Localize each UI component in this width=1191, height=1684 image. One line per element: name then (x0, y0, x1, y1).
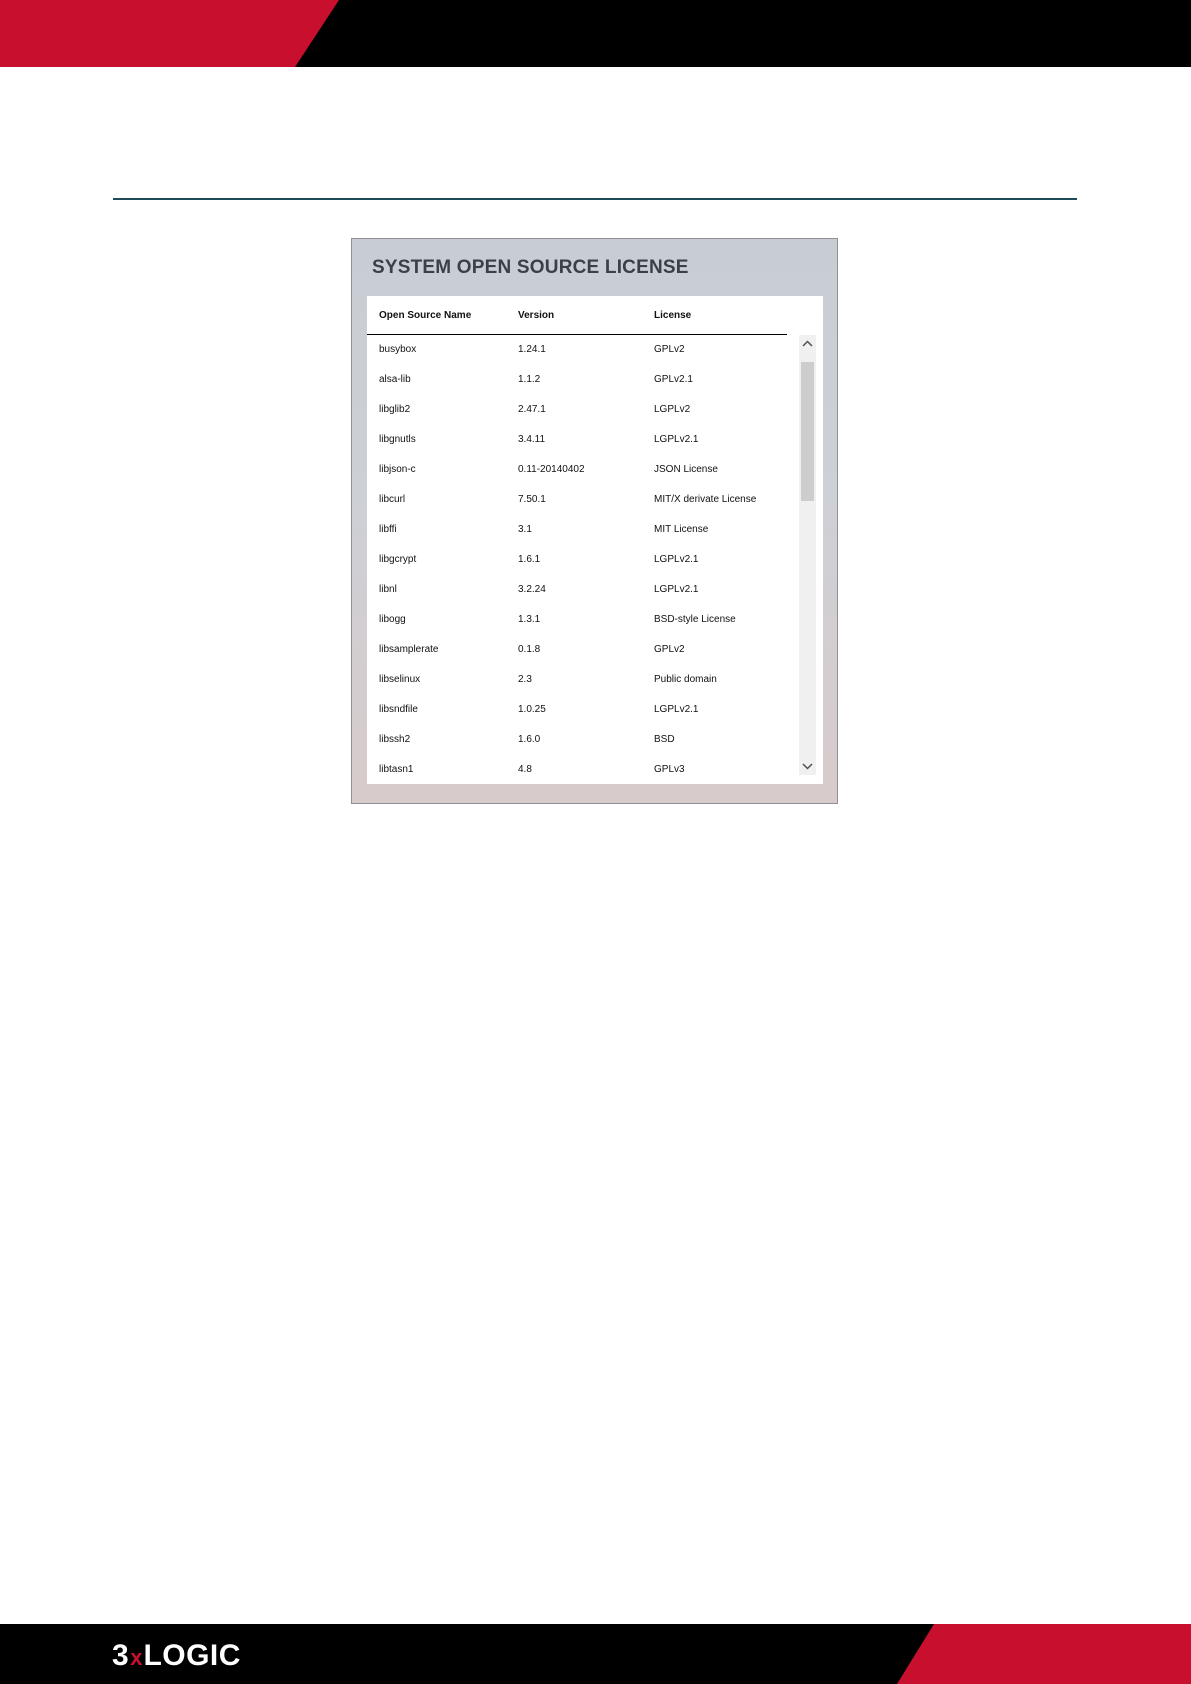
row-name: libgcrypt (379, 554, 417, 565)
row-version: 2.3 (518, 674, 532, 685)
row-version: 1.24.1 (518, 344, 546, 355)
row-license: BSD (654, 734, 675, 745)
row-name: libogg (379, 614, 406, 625)
table-row (367, 425, 787, 455)
row-name: libnl (379, 584, 397, 595)
row-name: libsndfile (379, 704, 418, 715)
row-version: 3.4.11 (518, 434, 546, 445)
row-version: 3.1 (518, 524, 532, 535)
row-version: 1.3.1 (518, 614, 541, 625)
row-name: alsa-lib (379, 374, 411, 385)
logo-word: LOGIC (143, 1639, 241, 1672)
row-version: 0.1.8 (518, 644, 541, 655)
row-license: GPLv2 (654, 644, 685, 655)
row-license: LGPLv2.1 (654, 434, 699, 445)
row-name: libgnutls (379, 434, 416, 445)
row-license: GPLv2 (654, 344, 685, 355)
row-license: LGPLv2.1 (654, 584, 699, 595)
dialog-title: SYSTEM OPEN SOURCE LICENSE (372, 257, 689, 278)
header-red-accent (0, 0, 1191, 67)
license-table-panel (367, 296, 823, 784)
row-license: LGPLv2 (654, 404, 691, 415)
row-name: busybox (379, 344, 417, 355)
logo-digit: 3 (112, 1639, 130, 1672)
row-license: MIT/X derivate License (654, 494, 757, 505)
row-version: 1.0.25 (518, 704, 546, 715)
row-name: libssh2 (379, 734, 411, 745)
table-row (367, 455, 787, 485)
table-header (367, 296, 787, 335)
license-dialog (351, 238, 838, 804)
row-license: LGPLv2.1 (654, 554, 699, 565)
vertical-scrollbar[interactable] (799, 335, 816, 775)
row-license: MIT License (654, 524, 709, 535)
license-table-body (367, 335, 787, 784)
row-license: JSON License (654, 464, 718, 475)
row-license: Public domain (654, 674, 717, 685)
column-header-name: Open Source Name (379, 310, 472, 321)
scroll-thumb[interactable] (801, 362, 814, 501)
row-name: libcurl (379, 494, 406, 505)
row-name: libtasn1 (379, 764, 414, 775)
table-row (367, 395, 787, 425)
table-row (367, 635, 787, 665)
header-band (0, 0, 1191, 67)
scroll-up-button[interactable] (799, 335, 816, 352)
table-row (367, 695, 787, 725)
table-row (367, 725, 787, 755)
row-version: 1.1.2 (518, 374, 541, 385)
table-row (367, 575, 787, 605)
chevron-up-icon (802, 340, 813, 347)
page-divider (113, 198, 1077, 200)
column-header-license: License (654, 310, 692, 321)
row-license: LGPLv2.1 (654, 704, 699, 715)
table-row (367, 365, 787, 395)
row-version: 3.2.24 (518, 584, 546, 595)
row-name: libffi (379, 524, 397, 535)
table-row (367, 485, 787, 515)
row-version: 7.50.1 (518, 494, 546, 505)
table-row (367, 335, 787, 365)
table-row (367, 755, 787, 784)
table-row (367, 545, 787, 575)
brand-logo (112, 1639, 241, 1672)
row-name: libglib2 (379, 404, 411, 415)
chevron-down-icon (802, 763, 813, 770)
row-name: libsamplerate (379, 644, 439, 655)
row-license: GPLv3 (654, 764, 685, 775)
logo-x: x (130, 1645, 143, 1670)
row-license: GPLv2.1 (654, 374, 693, 385)
row-name: libselinux (379, 674, 421, 685)
column-header-version: Version (518, 310, 555, 321)
scroll-down-button[interactable] (799, 758, 816, 775)
row-version: 4.8 (518, 764, 532, 775)
table-row (367, 515, 787, 545)
table-row (367, 665, 787, 695)
table-row (367, 605, 787, 635)
row-version: 0.11-20140402 (518, 464, 585, 475)
row-version: 1.6.0 (518, 734, 541, 745)
row-name: libjson-c (379, 464, 416, 475)
row-license: BSD-style License (654, 614, 736, 625)
row-version: 1.6.1 (518, 554, 541, 565)
row-version: 2.47.1 (518, 404, 546, 415)
